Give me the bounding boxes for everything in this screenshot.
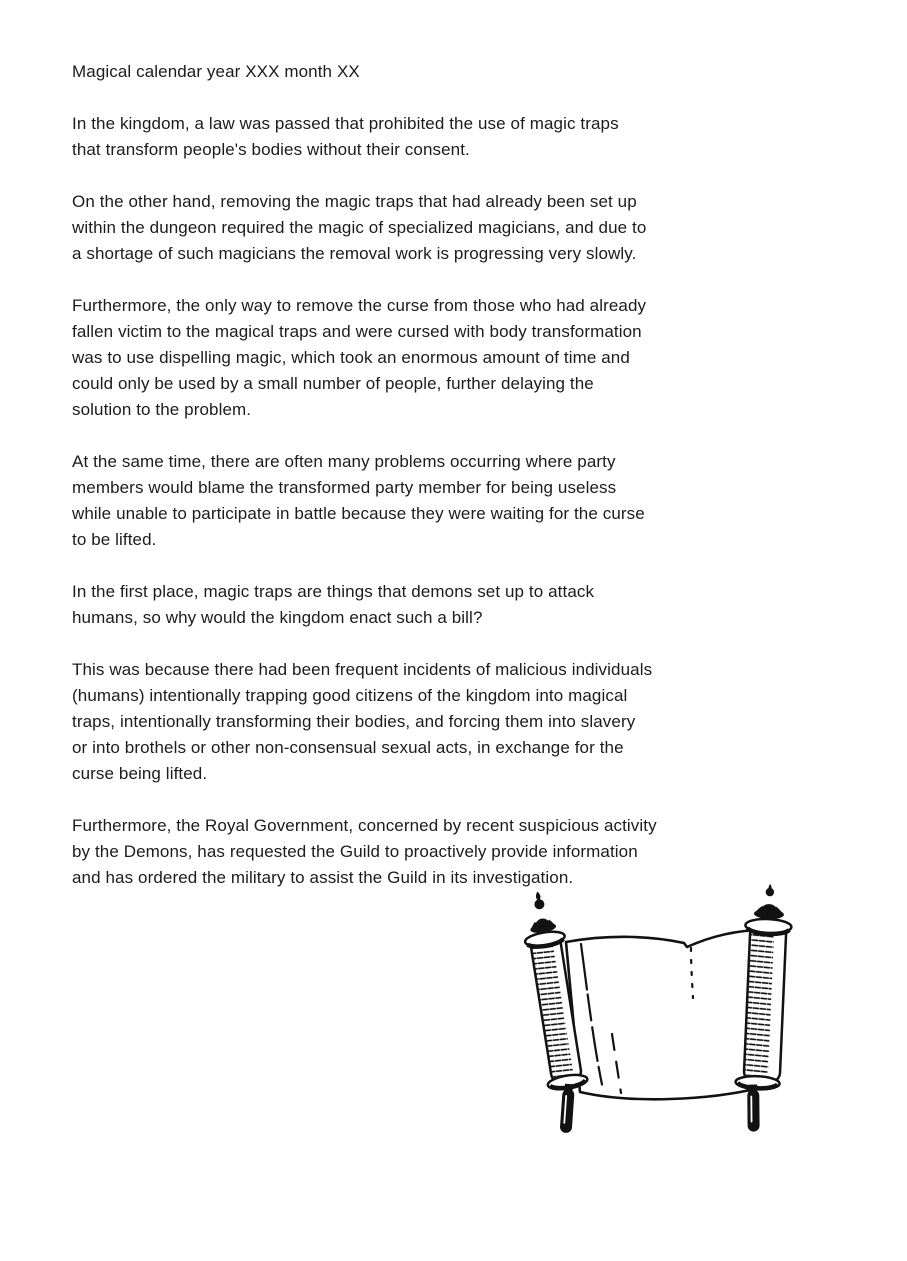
scroll-illustration: [514, 884, 798, 1152]
paragraph-removal: On the other hand, removing the magic traps that had already been set up within the dungeon required the magic of specialized magicians, and due to a shortage of such magicians the removal work is progressing very slowly.: [72, 192, 647, 263]
scroll-icon: [514, 884, 798, 1152]
paragraph-question: In the first place, magic traps are things that demons set up to attack humans, so why would the kingdom enact such a bill?: [72, 582, 595, 627]
paragraph-curse-removal: Furthermore, the only way to remove the curse from those who had already fallen victim to the magical traps and were cursed with body transformation was to use dispelling magic, which took an enormous amount of time and could only be used by a small number of people, further delaying the solution to the problem.: [72, 296, 647, 419]
scroll-parchment: [566, 930, 764, 1099]
document-page: [72, 59, 784, 917]
paragraph-reason: This was because there had been frequent incidents of malicious individuals (humans) intentionally trapping good citizens of the kingdom into magical traps, intentionally transforming their bodies, and forcing them into slavery or into brothels or other non-consensual sexual acts, in exchange for the curse being lifted.: [72, 660, 653, 783]
paragraph-law: In the kingdom, a law was passed that prohibited the use of magic traps that transform people's bodies without their consent.: [72, 114, 619, 159]
paragraph-party-problems: At the same time, there are often many problems occurring where party members would blame the transformed party member for being useless while unable to participate in battle because they were waiting for the curse to be lifted.: [72, 452, 645, 549]
date-line: Magical calendar year XXX month XX: [72, 62, 360, 81]
paragraph-royal-government: Furthermore, the Royal Government, concerned by recent suspicious activity by the Demons, has requested the Guild to proactively provide information and has ordered the military to assist the Guild in its investigation.: [72, 816, 657, 887]
